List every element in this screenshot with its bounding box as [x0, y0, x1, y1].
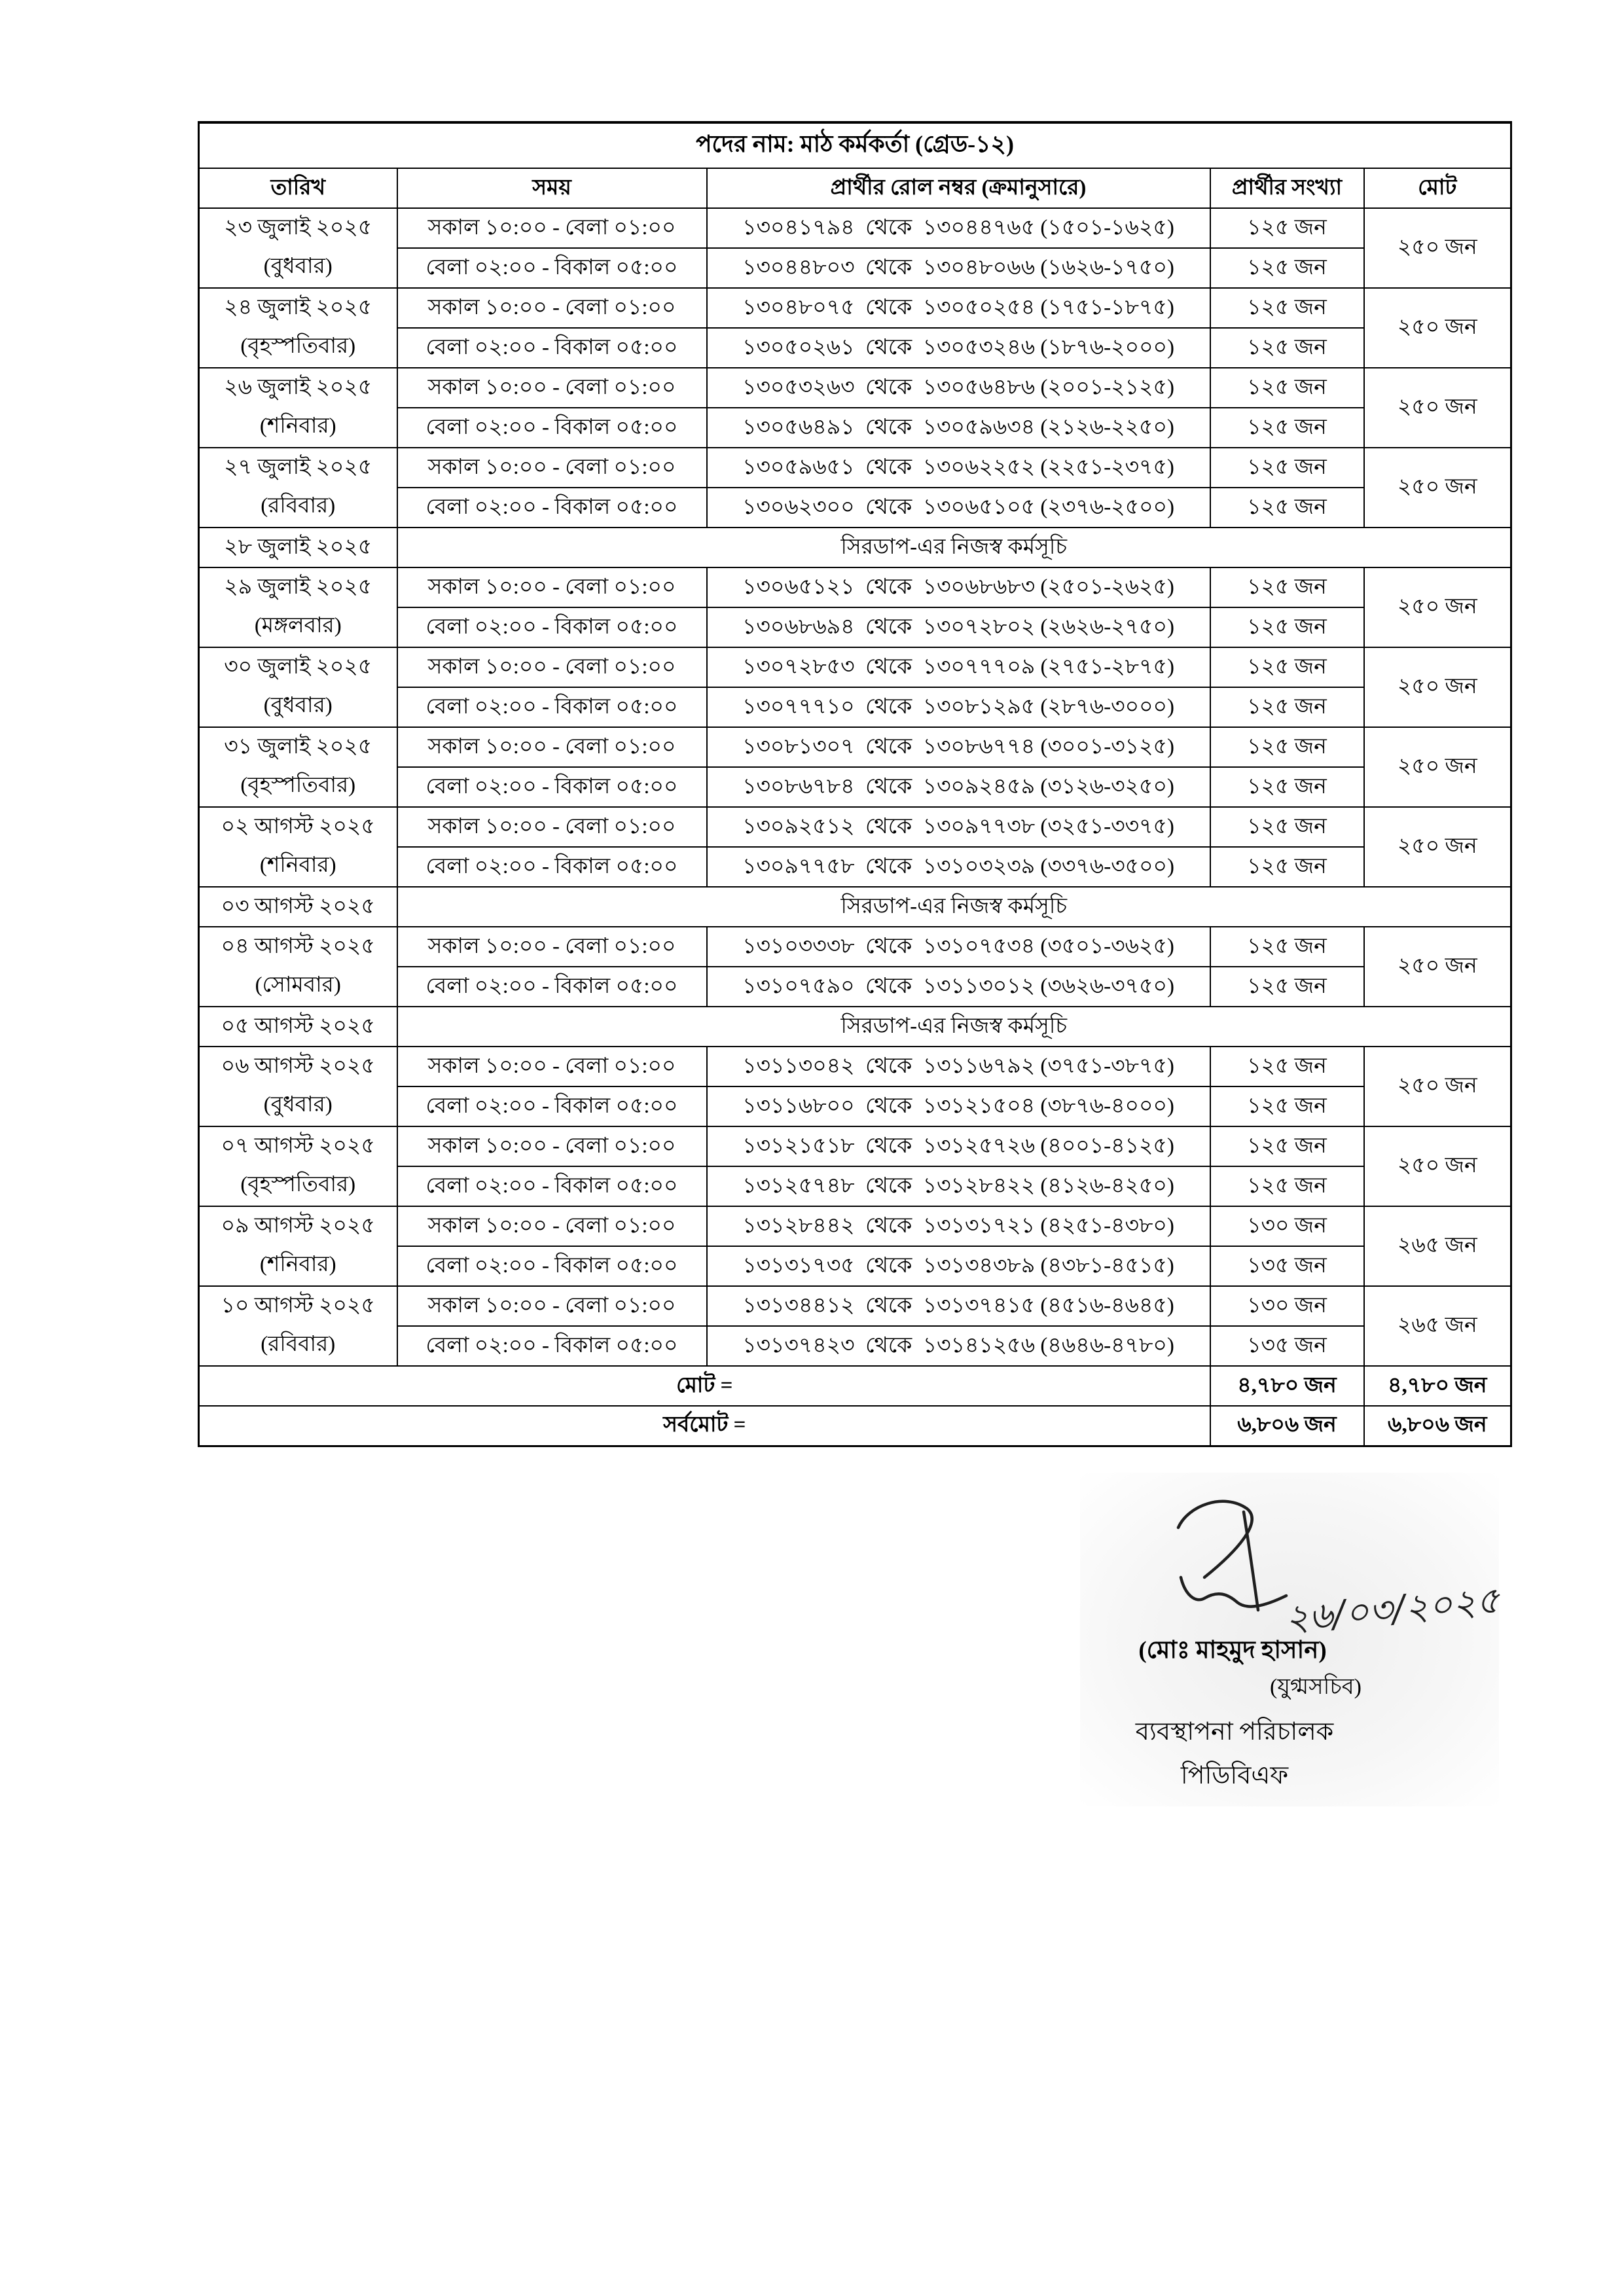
table-foot — [199, 1366, 1511, 1446]
day-total-cell: ২৫০ জন — [1364, 368, 1511, 448]
table-row — [199, 1126, 1511, 1166]
date-cell — [199, 567, 397, 647]
title-row — [199, 122, 1511, 168]
day-total-cell: ২৫০ জন — [1364, 288, 1511, 368]
candidate-count-cell: ১২৫ জন — [1210, 687, 1364, 727]
candidate-count-cell: ১২৫ জন — [1210, 448, 1364, 488]
day-total-cell: ২৫০ জন — [1364, 807, 1511, 887]
candidate-count-cell: ১২৫ জন — [1210, 488, 1364, 528]
roll-range-cell: ১৩১৩১৭৩৫ থেকে ১৩১৩৪৩৮৯ (৪৩৮১-৪৫১৫) — [707, 1246, 1210, 1286]
candidate-count-cell: ১২৫ জন — [1210, 647, 1364, 687]
roll-range-cell: ১৩০৫৩২৬৩ থেকে ১৩০৫৬৪৮৬ (২০০১-২১২৫) — [707, 368, 1210, 408]
time-cell: সকাল ১০:০০ - বেলা ০১:০০ — [397, 727, 707, 767]
roll-range-cell: ১৩০৫৬৪৯১ থেকে ১৩০৫৯৬৩৪ (২১২৬-২২৫০) — [707, 408, 1210, 448]
day-total-cell: ২৫০ জন — [1364, 567, 1511, 647]
roll-range-cell: ১৩০৪১৭৯৪ থেকে ১৩০৪৪৭৬৫ (১৫০১-১৬২৫) — [707, 208, 1210, 248]
day-total-cell: ২৬৫ জন — [1364, 1206, 1511, 1286]
signatory-designation: (যুগ্মসচিব) — [1270, 1675, 1362, 1699]
total-sum: ৪,৭৮০ জন — [1364, 1366, 1511, 1406]
grand-total-row — [199, 1406, 1511, 1446]
candidate-count-cell: ১২৫ জন — [1210, 328, 1364, 368]
date-text: ২৮ জুলাই ২০২৫ — [224, 535, 372, 559]
signature-stroke — [1178, 1501, 1252, 1577]
table-row — [199, 647, 1511, 687]
header-candidate-count: প্রার্থীর সংখ্যা — [1210, 168, 1364, 208]
table-row — [199, 927, 1511, 967]
post-title: পদের নাম: মাঠ কর্মকর্তা (গ্রেড-১২) — [199, 122, 1511, 168]
day-text: (বুধবার) — [263, 1093, 333, 1117]
roll-range-cell: ১৩০৮৬৭৮৪ থেকে ১৩০৯২৪৫৯ (৩১২৬-৩২৫০) — [707, 767, 1210, 807]
day-text: (বৃহস্পতিবার) — [240, 774, 356, 797]
roll-range-cell: ১৩০৪৮০৭৫ থেকে ১৩০৫০২৫৪ (১৭৫১-১৮৭৫) — [707, 288, 1210, 328]
time-cell: বেলা ০২:০০ - বিকাল ০৫:০০ — [397, 1326, 707, 1366]
day-text: (শনিবার) — [259, 1253, 336, 1276]
candidate-count-cell: ১২৫ জন — [1210, 767, 1364, 807]
total-row — [199, 1366, 1511, 1406]
roll-range-cell: ১৩০৫৯৬৫১ থেকে ১৩০৬২২৫২ (২২৫১-২৩৭৫) — [707, 448, 1210, 488]
table-row — [199, 727, 1511, 767]
day-text: (মঙ্গলবার) — [254, 614, 342, 637]
date-cell — [199, 1206, 397, 1286]
date-text: ০৬ আগস্ট ২০২৫ — [221, 1054, 375, 1078]
date-text: ০২ আগস্ট ২০২৫ — [221, 815, 375, 838]
table-row — [199, 1286, 1511, 1326]
grand-total-count: ৬,৮০৬ জন — [1210, 1406, 1364, 1446]
note-cell: সিরডাপ-এর নিজস্ব কর্মসূচি — [397, 1007, 1511, 1047]
total-count: ৪,৭৮০ জন — [1210, 1366, 1364, 1406]
day-text: (শনিবার) — [259, 414, 336, 438]
time-cell: সকাল ১০:০০ - বেলা ০১:০০ — [397, 1047, 707, 1086]
day-text: (রবিবার) — [261, 1333, 336, 1356]
header-date: তারিখ — [199, 168, 397, 208]
date-text: ০৫ আগস্ট ২০২৫ — [221, 1014, 375, 1038]
time-cell: সকাল ১০:০০ - বেলা ০১:০০ — [397, 1286, 707, 1326]
table-row — [199, 807, 1511, 847]
roll-range-cell: ১৩০৯৭৭৫৮ থেকে ১৩১০৩২৩৯ (৩৩৭৬-৩৫০০) — [707, 847, 1210, 887]
time-cell: বেলা ০২:০০ - বিকাল ০৫:০০ — [397, 1166, 707, 1206]
roll-range-cell: ১৩০৬২৩০০ থেকে ১৩০৬৫১০৫ (২৩৭৬-২৫০০) — [707, 488, 1210, 528]
total-label: মোট = — [199, 1366, 1210, 1406]
roll-range-cell: ১৩০৭২৮৫৩ থেকে ১৩০৭৭৭০৯ (২৭৫১-২৮৭৫) — [707, 647, 1210, 687]
candidate-count-cell: ১৩৫ জন — [1210, 1246, 1364, 1286]
candidate-count-cell: ১২৫ জন — [1210, 807, 1364, 847]
day-total-cell: ২৫০ জন — [1364, 727, 1511, 807]
header-roll-range: প্রার্থীর রোল নম্বর (ক্রমানুসারে) — [707, 168, 1210, 208]
table-row — [199, 528, 1511, 567]
day-text: (সোমবার) — [255, 973, 341, 997]
time-cell: বেলা ০২:০০ - বিকাল ০৫:০০ — [397, 687, 707, 727]
table-row — [199, 288, 1511, 328]
candidate-count-cell: ১৩৫ জন — [1210, 1326, 1364, 1366]
date-text: ০৯ আগস্ট ২০২৫ — [221, 1214, 375, 1238]
schedule-body — [199, 208, 1511, 1366]
time-cell: সকাল ১০:০০ - বেলা ০১:০০ — [397, 288, 707, 328]
time-cell: বেলা ০২:০০ - বিকাল ০৫:০০ — [397, 967, 707, 1007]
grand-total-sum: ৬,৮০৬ জন — [1364, 1406, 1511, 1446]
candidate-count-cell: ১২৫ জন — [1210, 408, 1364, 448]
candidate-count-cell: ১৩০ জন — [1210, 1206, 1364, 1246]
table-row — [199, 208, 1511, 248]
header-time: সময় — [397, 168, 707, 208]
time-cell: সকাল ১০:০০ - বেলা ০১:০০ — [397, 647, 707, 687]
date-cell — [199, 1126, 397, 1206]
day-text: (বুধবার) — [263, 255, 333, 278]
table-row — [199, 887, 1511, 927]
signatory-name: (মোঃ মাহমুদ হাসান) — [1138, 1637, 1327, 1664]
date-text: ০৭ আগস্ট ২০২৫ — [221, 1134, 375, 1158]
time-cell: সকাল ১০:০০ - বেলা ০১:০০ — [397, 927, 707, 967]
candidate-count-cell: ১২৫ জন — [1210, 1086, 1364, 1126]
time-cell: বেলা ০২:০০ - বিকাল ০৫:০০ — [397, 408, 707, 448]
signature-stroke — [1181, 1577, 1286, 1607]
time-cell: বেলা ০২:০০ - বিকাল ০৫:০০ — [397, 248, 707, 288]
exam-schedule-table — [198, 121, 1512, 1447]
date-text: ৩০ জুলাই ২০২৫ — [224, 655, 372, 679]
roll-range-cell: ১৩১৩৪৪১২ থেকে ১৩১৩৭৪১৫ (৪৫১৬-৪৬৪৫) — [707, 1286, 1210, 1326]
candidate-count-cell: ১২৫ জন — [1210, 248, 1364, 288]
date-text: ২৩ জুলাই ২০২৫ — [224, 216, 372, 240]
candidate-count-cell: ১২৫ জন — [1210, 607, 1364, 647]
time-cell: বেলা ০২:০০ - বিকাল ০৫:০০ — [397, 847, 707, 887]
day-total-cell: ২৬৫ জন — [1364, 1286, 1511, 1366]
date-cell — [199, 1007, 397, 1047]
time-cell: সকাল ১০:০০ - বেলা ০১:০০ — [397, 567, 707, 607]
table-head — [199, 122, 1511, 208]
candidate-count-cell: ১২৫ জন — [1210, 727, 1364, 767]
candidate-count-cell: ১২৫ জন — [1210, 288, 1364, 328]
date-cell — [199, 528, 397, 567]
day-text: (বৃহস্পতিবার) — [240, 1173, 356, 1196]
table-row — [199, 1047, 1511, 1086]
candidate-count-cell: ১২৫ জন — [1210, 927, 1364, 967]
roll-range-cell: ১৩০৬৫১২১ থেকে ১৩০৬৮৬৮৩ (২৫০১-২৬২৫) — [707, 567, 1210, 607]
day-total-cell: ২৫০ জন — [1364, 1126, 1511, 1206]
date-cell — [199, 807, 397, 887]
roll-range-cell: ১৩০৯২৫১২ থেকে ১৩০৯৭৭৩৮ (৩২৫১-৩৩৭৫) — [707, 807, 1210, 847]
date-cell — [199, 727, 397, 807]
roll-range-cell: ১৩০৪৪৮০৩ থেকে ১৩০৪৮০৬৬ (১৬২৬-১৭৫০) — [707, 248, 1210, 288]
header-row — [199, 168, 1511, 208]
note-cell: সিরডাপ-এর নিজস্ব কর্মসূচি — [397, 887, 1511, 927]
candidate-count-cell: ১২৫ জন — [1210, 847, 1364, 887]
roll-range-cell: ১৩১২১৫১৮ থেকে ১৩১২৫৭২৬ (৪০০১-৪১২৫) — [707, 1126, 1210, 1166]
date-text: ০৩ আগস্ট ২০২৫ — [221, 895, 375, 918]
date-cell — [199, 1286, 397, 1366]
day-total-cell: ২৫০ জন — [1364, 1047, 1511, 1126]
header-total: মোট — [1364, 168, 1511, 208]
candidate-count-cell: ১৩০ জন — [1210, 1286, 1364, 1326]
time-cell: বেলা ০২:০০ - বিকাল ০৫:০০ — [397, 328, 707, 368]
candidate-count-cell: ১২৫ জন — [1210, 208, 1364, 248]
day-total-cell: ২৫০ জন — [1364, 647, 1511, 727]
time-cell: সকাল ১০:০০ - বেলা ০১:০০ — [397, 1206, 707, 1246]
candidate-count-cell: ১২৫ জন — [1210, 1047, 1364, 1086]
roll-range-cell: ১৩১১৬৮০০ থেকে ১৩১২১৫০৪ (৩৮৭৬-৪০০০) — [707, 1086, 1210, 1126]
roll-range-cell: ১৩১২৮৪৪২ থেকে ১৩১৩১৭২১ (৪২৫১-৪৩৮০) — [707, 1206, 1210, 1246]
table-row — [199, 448, 1511, 488]
date-cell — [199, 288, 397, 368]
table-row — [199, 1206, 1511, 1246]
date-text: ২৭ জুলাই ২০২৫ — [224, 456, 372, 479]
time-cell: বেলা ০২:০০ - বিকাল ০৫:০০ — [397, 488, 707, 528]
date-text: ০৪ আগস্ট ২০২৫ — [221, 935, 375, 958]
time-cell: সকাল ১০:০০ - বেলা ০১:০০ — [397, 448, 707, 488]
time-cell: বেলা ০২:০০ - বিকাল ০৫:০০ — [397, 1086, 707, 1126]
date-text: ২৬ জুলাই ২০২৫ — [224, 376, 372, 399]
day-total-cell: ২৫০ জন — [1364, 448, 1511, 528]
roll-range-cell: ১৩১১৩০৪২ থেকে ১৩১১৬৭৯২ (৩৭৫১-৩৮৭৫) — [707, 1047, 1210, 1086]
candidate-count-cell: ১২৫ জন — [1210, 967, 1364, 1007]
day-total-cell: ২৫০ জন — [1364, 927, 1511, 1007]
date-cell — [199, 368, 397, 448]
date-cell — [199, 647, 397, 727]
date-cell — [199, 887, 397, 927]
time-cell: সকাল ১০:০০ - বেলা ০১:০০ — [397, 1126, 707, 1166]
time-cell: সকাল ১০:০০ - বেলা ০১:০০ — [397, 208, 707, 248]
roll-range-cell: ১৩১০৩৩৩৮ থেকে ১৩১০৭৫৩৪ (৩৫০১-৩৬২৫) — [707, 927, 1210, 967]
roll-range-cell: ১৩০৫০২৬১ থেকে ১৩০৫৩২৪৬ (১৮৭৬-২০০০) — [707, 328, 1210, 368]
day-total-cell: ২৫০ জন — [1364, 208, 1511, 288]
candidate-count-cell: ১২৫ জন — [1210, 1126, 1364, 1166]
date-text: ৩১ জুলাই ২০২৫ — [224, 735, 372, 759]
note-cell: সিরডাপ-এর নিজস্ব কর্মসূচি — [397, 528, 1511, 567]
date-cell — [199, 448, 397, 528]
roll-range-cell: ১৩০৬৮৬৯৪ থেকে ১৩০৭২৮০২ (২৬২৬-২৭৫০) — [707, 607, 1210, 647]
date-cell — [199, 208, 397, 288]
day-text: (শনিবার) — [259, 853, 336, 877]
day-text: (রবিবার) — [261, 494, 336, 518]
time-cell: বেলা ০২:০০ - বিকাল ০৫:০০ — [397, 767, 707, 807]
roll-range-cell: ১৩১০৭৫৯০ থেকে ১৩১১৩০১২ (৩৬২৬-৩৭৫০) — [707, 967, 1210, 1007]
candidate-count-cell: ১২৫ জন — [1210, 368, 1364, 408]
roll-range-cell: ১৩০৭৭৭১০ থেকে ১৩০৮১২৯৫ (২৮৭৬-৩০০০) — [707, 687, 1210, 727]
time-cell: বেলা ০২:০০ - বিকাল ০৫:০০ — [397, 1246, 707, 1286]
time-cell: সকাল ১০:০০ - বেলা ০১:০০ — [397, 368, 707, 408]
roll-range-cell: ১৩১২৫৭৪৮ থেকে ১৩১২৮৪২২ (৪১২৬-৪২৫০) — [707, 1166, 1210, 1206]
date-text: ২৯ জুলাই ২০২৫ — [224, 575, 372, 599]
date-cell — [199, 1047, 397, 1126]
day-text: (বৃহস্পতিবার) — [240, 334, 356, 358]
time-cell: সকাল ১০:০০ - বেলা ০১:০০ — [397, 807, 707, 847]
time-cell: বেলা ০২:০০ - বিকাল ০৫:০০ — [397, 607, 707, 647]
signatory-organization: পিডিবিএফ — [1180, 1762, 1289, 1789]
date-cell — [199, 927, 397, 1007]
candidate-count-cell: ১২৫ জন — [1210, 1166, 1364, 1206]
grand-total-label: সর্বমোট = — [199, 1406, 1210, 1446]
signature-date: ২৬/০৩/২০২৫ — [1283, 1579, 1502, 1640]
roll-range-cell: ১৩১৩৭৪২৩ থেকে ১৩১৪১২৫৬ (৪৬৪৬-৪৭৮০) — [707, 1326, 1210, 1366]
date-text: ২৪ জুলাই ২০২৫ — [224, 296, 372, 319]
date-text: ১০ আগস্ট ২০২৫ — [221, 1294, 375, 1318]
candidate-count-cell: ১২৫ জন — [1210, 567, 1364, 607]
signatory-position: ব্যবস্থাপনা পরিচালক — [1135, 1718, 1334, 1746]
table-row — [199, 567, 1511, 607]
table-row — [199, 1007, 1511, 1047]
table-row — [199, 368, 1511, 408]
day-text: (বুধবার) — [263, 694, 333, 717]
roll-range-cell: ১৩০৮১৩০৭ থেকে ১৩০৮৬৭৭৪ (৩০০১-৩১২৫) — [707, 727, 1210, 767]
